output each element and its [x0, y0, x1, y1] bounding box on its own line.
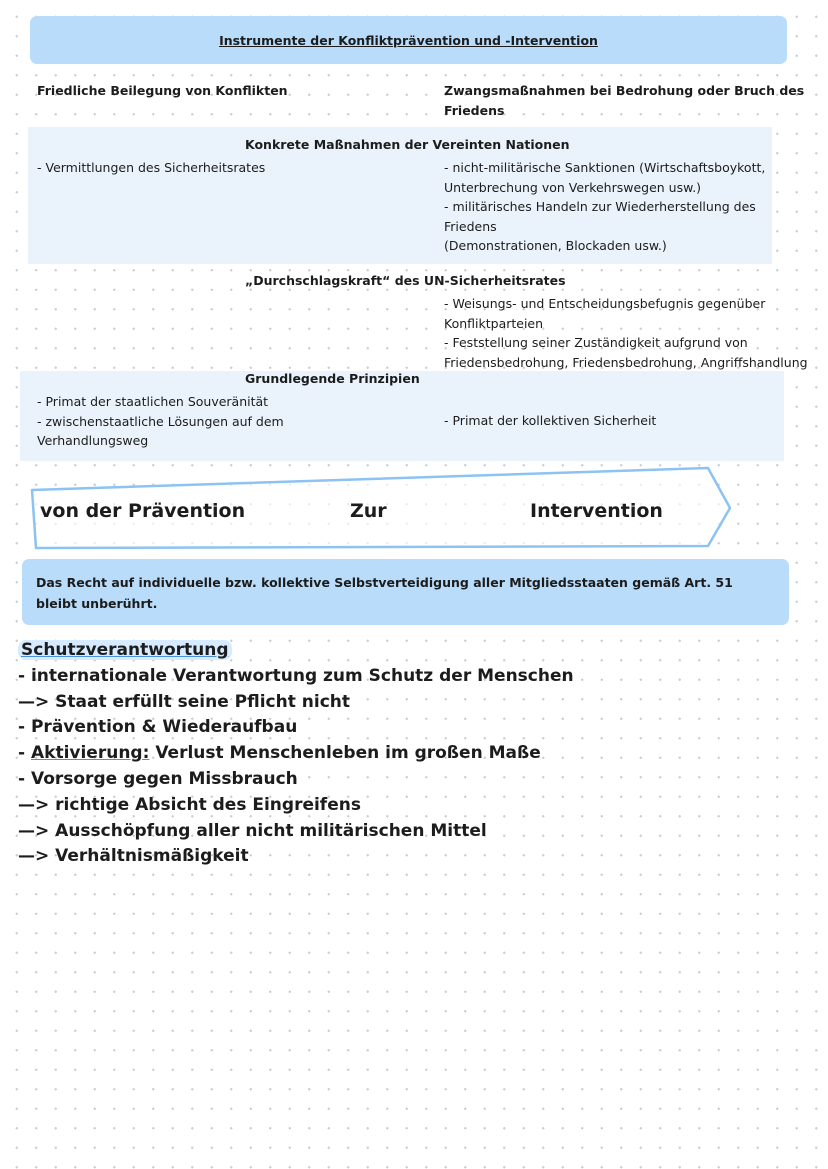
security-council-heading: „Durchschlagskraft“ des UN-Sicherheitsrates — [245, 273, 566, 288]
schutz-line: - Prävention & Wiederaufbau — [18, 717, 298, 738]
list-item: Konfliktparteien — [444, 315, 544, 331]
list-item: - Vermittlungen des Sicherheitsrates — [37, 160, 266, 175]
principles-heading: Grundlegende Prinzipien — [245, 371, 420, 386]
schutz-line: —> richtige Absicht des Eingreifens — [18, 794, 361, 815]
principles-right — [444, 411, 656, 431]
list-item: - Weisungs- und Entscheidungsbefugnis gegenüber — [444, 296, 766, 311]
schutz-activation-line — [18, 741, 574, 767]
list-item: Unterbrechung von Verkehrswegen usw.) — [444, 179, 702, 195]
right-heading-line: Zwangsmaßnahmen bei Bedrohung oder Bruch des — [444, 83, 805, 98]
list-item: - militärisches Handeln zur Wiederherstellung des — [444, 199, 756, 214]
list-item: - Primat der kollektiven Sicherheit — [444, 413, 657, 428]
activation-prefix: - — [18, 743, 31, 764]
activation-label: Aktivierung: — [30, 743, 150, 764]
list-item: - nicht-militärische Sanktionen (Wirtschaftsboykott, — [444, 160, 766, 175]
security-council-right — [444, 294, 808, 372]
schutz-heading: Schutzverantwortung — [18, 640, 232, 660]
schutz-line: - internationale Verantwortung zum Schutz der Menschen — [18, 665, 574, 686]
schutz-heading-row — [18, 638, 574, 664]
right-heading-line: Friedens — [444, 102, 505, 118]
un-measures-right — [444, 158, 765, 256]
list-item: - zwischenstaatliche Lösungen auf dem — [37, 413, 284, 429]
arrow-middle-label: Zur — [350, 500, 387, 522]
schutz-section — [18, 638, 574, 870]
activation-rest: Verlust Menschenleben im großen Maße — [149, 743, 541, 764]
title-banner — [30, 16, 787, 64]
note-text: Das Recht auf individuelle bzw. kollektive Selbstverteidigung aller Mitgliedsstaaten gemäß Art. 51 bleibt unberührt. — [36, 575, 733, 611]
schutz-line: —> Ausschöpfung aller nicht militärischen Mittel — [18, 820, 487, 841]
page-title: Instrumente der Konfliktprävention und -Intervention — [219, 32, 598, 48]
schutz-line: —> Staat erfüllt seine Pflicht nicht — [18, 691, 351, 712]
list-item: Friedens — [444, 218, 497, 234]
un-measures-heading: Konkrete Maßnahmen der Vereinten Nationen — [245, 137, 570, 152]
arrow-from-label: von der Prävention — [40, 500, 246, 522]
list-item: Verhandlungsweg — [37, 433, 149, 448]
right-column-heading — [444, 81, 804, 120]
note-box — [22, 559, 789, 625]
list-item: Friedensbedrohung, Friedensbedrohung, Angriffshandlung — [444, 354, 808, 370]
schutz-line: —> Verhältnismäßigkeit — [18, 846, 249, 867]
arrow-to-label: Intervention — [530, 500, 663, 522]
un-measures-left — [37, 158, 265, 178]
principles-left — [37, 392, 284, 451]
list-item: - Feststellung seiner Zuständigkeit aufgrund von — [444, 335, 748, 350]
list-item: (Demonstrationen, Blockaden usw.) — [444, 238, 667, 253]
list-item: - Primat der staatlichen Souveränität — [37, 394, 269, 409]
schutz-line: - Vorsorge gegen Missbrauch — [18, 768, 298, 789]
left-column-heading: Friedliche Beilegung von Konflikten — [37, 83, 288, 98]
